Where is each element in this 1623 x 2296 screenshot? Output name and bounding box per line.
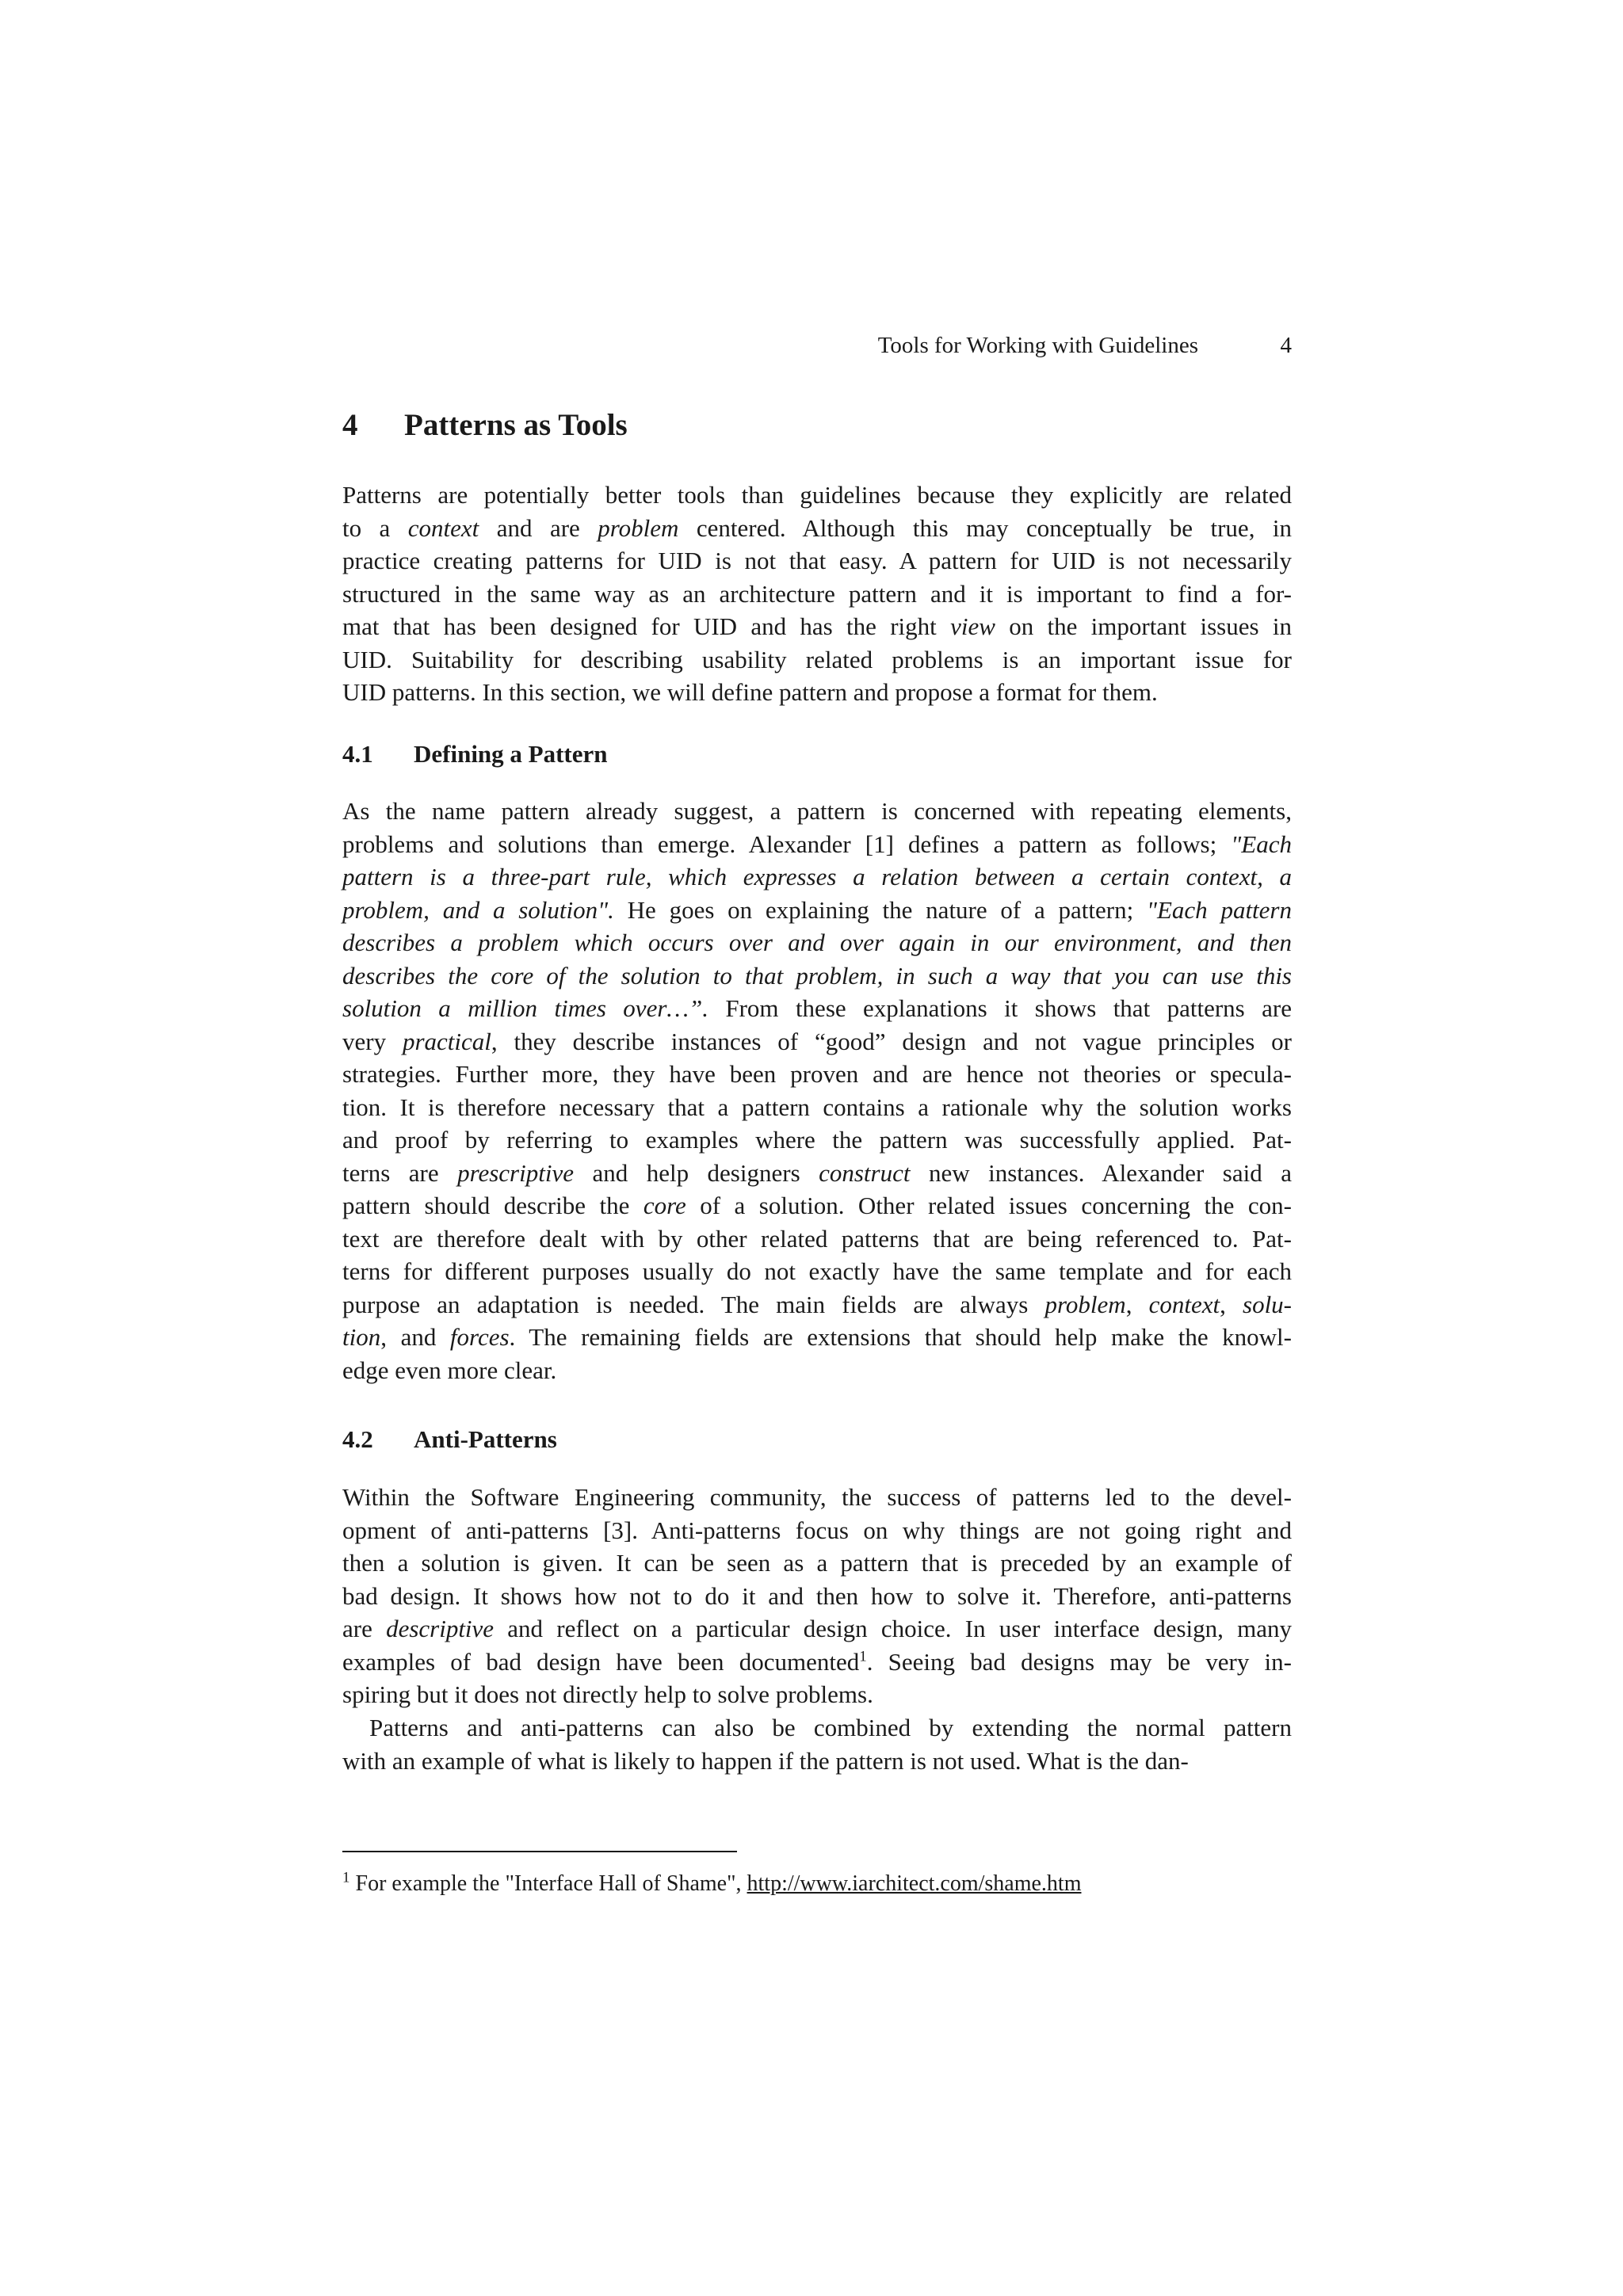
anti-patterns-paragraph-2 (342, 1711, 1292, 1777)
text-line (342, 1157, 1292, 1190)
italic-text-run: prescriptive (457, 1158, 574, 1187)
italic-text-run: describes the core of the solution to that problem, in such a way that you can use this (342, 961, 1292, 990)
text-run: Within the Software Engineering community, the success of patterns led to the devel- (342, 1483, 1292, 1511)
text-line (342, 1025, 1292, 1058)
text-line (342, 1547, 1292, 1580)
footnote-divider (342, 1851, 737, 1852)
text-line (342, 643, 1292, 677)
footnote-link[interactable]: http://www.iarchitect.com/shame.htm (747, 1871, 1082, 1896)
text-run: , (1220, 1290, 1243, 1318)
text-run: bad design. It shows how not to do it and then how to solve it. Therefore, anti-patterns (342, 1581, 1292, 1610)
text-run: spiring but it does not directly help to solve problems. (342, 1680, 873, 1708)
italic-text-run: "Each pattern (1146, 895, 1292, 924)
footnote-text: For example the "Interface Hall of Shame", (349, 1871, 747, 1896)
subsection-title: Anti-Patterns (414, 1425, 557, 1453)
text-line (342, 894, 1292, 927)
text-line (342, 1514, 1292, 1547)
text-run: , they describe instances of “good” design and not vague principles or (491, 1027, 1292, 1055)
italic-text-run: construct (819, 1158, 911, 1187)
text-run: text are therefore dealt with by other related patterns that are being referenced to. Pat- (342, 1224, 1292, 1253)
anti-patterns-paragraph (342, 1481, 1292, 1711)
text-run: very (342, 1027, 403, 1055)
subsection-number: 4.2 (342, 1425, 373, 1453)
text-run: strategies. Further more, they have been proven and are hence not theories or specula- (342, 1060, 1292, 1088)
footnote-reference: 1 (859, 1648, 867, 1665)
text-run: , and (380, 1323, 450, 1351)
text-line (342, 1580, 1292, 1613)
section-intro-paragraph (342, 479, 1292, 709)
subsection-number: 4.1 (342, 740, 373, 768)
text-run: opment of anti-patterns [3]. Anti-patterns focus on why things are not going right and (342, 1516, 1292, 1544)
italic-text-run: solution a million times over…”. (342, 994, 708, 1022)
text-line (342, 1222, 1292, 1256)
subsection-heading-4-1 (342, 738, 608, 770)
text-run: purpose an adaptation is needed. The main fields are always (342, 1290, 1045, 1318)
text-run: , (1125, 1290, 1149, 1318)
section-title: Patterns as Tools (404, 408, 628, 442)
text-line (342, 828, 1292, 861)
text-line (342, 1711, 1292, 1745)
text-line (342, 795, 1292, 828)
text-run: mat that has been designed for UID and has the right (342, 612, 951, 640)
page-number: 4 (1280, 333, 1292, 358)
italic-text-run: context (1148, 1290, 1220, 1318)
text-line (342, 512, 1292, 545)
text-line (342, 1189, 1292, 1222)
text-run: and reflect on a particular design choice. In user interface design, many (494, 1615, 1293, 1642)
text-run: and are (479, 513, 598, 542)
text-run: terns are (342, 1158, 458, 1187)
text-line (342, 1058, 1292, 1091)
italic-text-run: forces (449, 1323, 510, 1351)
text-run: structured in the same way as an architecture pattern and it is important to find a for- (342, 579, 1292, 608)
italic-text-run: "Each (1231, 830, 1292, 858)
text-run: Patterns and anti-patterns can also be combined by extending the normal pattern (369, 1714, 1292, 1741)
text-line (342, 992, 1292, 1025)
text-line (342, 1354, 1292, 1387)
text-line (342, 544, 1292, 578)
defining-pattern-paragraph (342, 795, 1292, 1386)
text-run: practice creating patterns for UID is not that easy. A pattern for UID is not necessarily (342, 547, 1292, 574)
text-line (342, 1646, 1292, 1679)
text-run: As the name pattern already suggest, a pattern is concerned with repeating elements, (342, 797, 1292, 825)
text-run: problems and solutions than emerge. Alexander [1] defines a pattern as follows; (342, 830, 1232, 858)
text-run: . The remaining fields are extensions that should help make the knowl- (509, 1323, 1292, 1351)
section-heading (342, 406, 628, 445)
text-line (342, 1745, 1292, 1778)
text-line (342, 610, 1292, 643)
footnote (342, 1868, 1081, 1900)
italic-text-run: tion (342, 1323, 381, 1351)
italic-text-run: descriptive (386, 1615, 495, 1642)
text-run: Patterns are potentially better tools than guidelines because they explicitly are related (342, 481, 1292, 509)
footnote-marker: 1 (342, 1869, 350, 1886)
text-line (342, 1321, 1292, 1354)
text-line (342, 860, 1292, 894)
running-head-title: Tools for Working with Guidelines (877, 333, 1198, 358)
italic-text-run: problem, and a solution". (342, 895, 614, 924)
text-run: and proof by referring to examples where the pattern was successfully applied. Pat- (342, 1126, 1292, 1154)
text-line (342, 1255, 1292, 1288)
subsection-title: Defining a Pattern (414, 740, 608, 768)
italic-text-run: solu- (1243, 1290, 1292, 1318)
text-run: tion. It is therefore necessary that a pattern contains a rationale why the solution works (342, 1093, 1292, 1121)
text-run: new instances. Alexander said a (910, 1158, 1292, 1187)
text-run: edge even more clear. (342, 1356, 557, 1384)
text-line (342, 578, 1292, 611)
text-run: . Seeing bad designs may be very in- (866, 1647, 1292, 1676)
text-run: pattern should describe the (342, 1192, 643, 1219)
text-line (342, 1612, 1292, 1646)
italic-text-run: practical (402, 1027, 491, 1055)
italic-text-run: describes a problem which occurs over and over again in our environment, and then (342, 929, 1292, 956)
italic-text-run: core (643, 1192, 686, 1219)
text-run: then a solution is given. It can be seen as a pattern that is preceded by an example of (342, 1549, 1292, 1577)
text-run: centered. Although this may conceptually be true, in (678, 513, 1293, 542)
running-head (342, 330, 1292, 361)
text-run: UID. Suitability for describing usability related problems is an important issue for (342, 645, 1292, 673)
text-line (342, 1288, 1292, 1322)
text-line (342, 926, 1292, 959)
text-line (342, 959, 1292, 993)
text-run: are (342, 1615, 387, 1642)
text-line (342, 1123, 1292, 1157)
paper-page (342, 0, 1292, 2296)
text-run: on the important issues in (995, 612, 1292, 640)
text-run: From these explanations it shows that patterns are (708, 994, 1292, 1022)
text-line (342, 479, 1292, 512)
italic-text-run: context (407, 513, 479, 542)
italic-text-run: problem (1044, 1290, 1126, 1318)
text-run: examples of bad design have been documented (342, 1647, 860, 1676)
text-run: He goes on explaining the nature of a pattern; (613, 895, 1147, 924)
text-run: terns for different purposes usually do not exactly have the same template and for each (342, 1257, 1292, 1285)
text-run: to a (342, 513, 408, 542)
text-run: and help designers (573, 1158, 819, 1187)
text-run: UID patterns. In this section, we will define pattern and propose a format for them. (342, 678, 1158, 706)
italic-text-run: problem (598, 513, 679, 542)
text-line (342, 1678, 1292, 1711)
text-run: with an example of what is likely to happen if the pattern is not used. What is the dan- (342, 1746, 1189, 1775)
text-line (342, 1481, 1292, 1514)
text-line (342, 676, 1292, 709)
italic-text-run: view (950, 612, 995, 640)
subsection-heading-4-2 (342, 1424, 557, 1455)
text-run: of a solution. Other related issues concerning the con- (685, 1192, 1292, 1219)
text-line (342, 1091, 1292, 1124)
italic-text-run: pattern is a three-part rule, which expresses a relation between a certain context, a (342, 863, 1292, 891)
section-number: 4 (342, 408, 358, 442)
